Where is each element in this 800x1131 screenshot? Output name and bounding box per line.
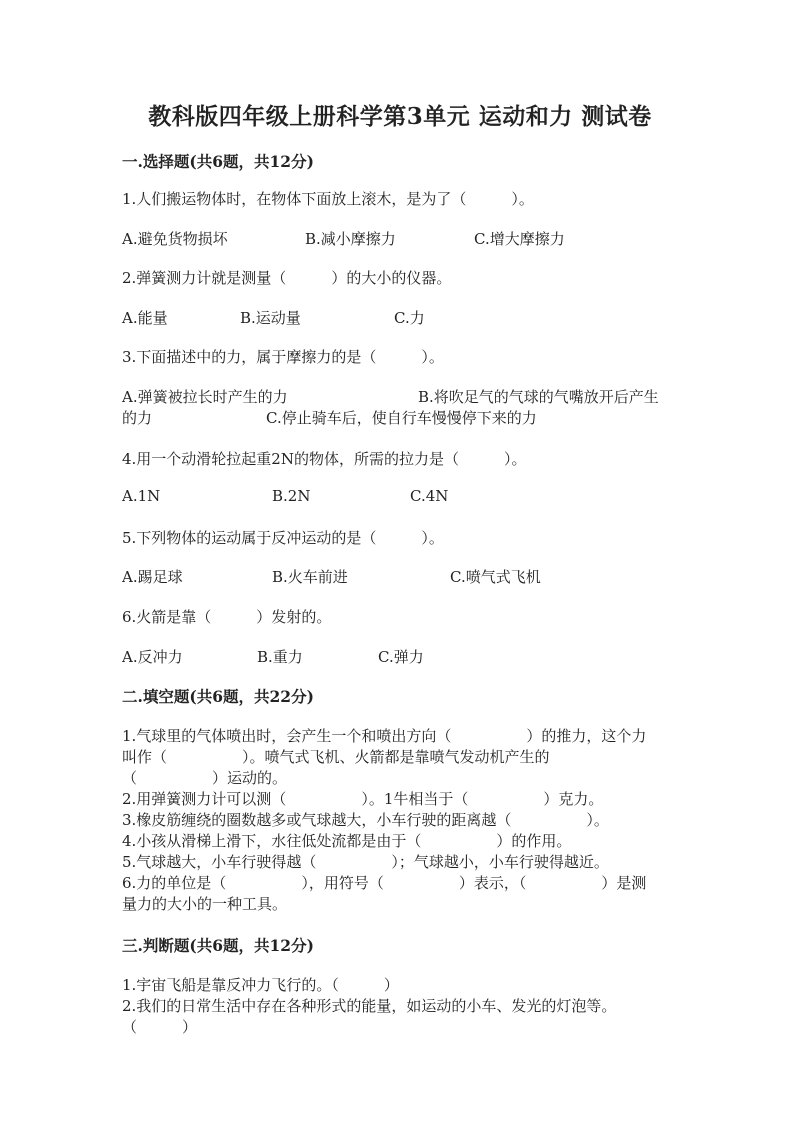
question-text: 3.下面描述中的力，属于摩擦力的是（ ）。	[122, 348, 444, 366]
option-b: B.减小摩擦力	[305, 230, 396, 248]
option-a: A.反冲力	[122, 648, 183, 666]
question-text: 6.火箭是靠（ ）发射的。	[122, 608, 332, 626]
option-a: A.1N	[122, 487, 161, 505]
fill-line: 1.气球里的气体喷出时，会产生一个和喷出方向（ ）的推力，这个力	[122, 727, 647, 745]
fill-line: 5.气球越大，小车行驶得越（ ）；气球越小，小车行驶得越近。	[122, 853, 609, 871]
option-b: B.将吹足气的气球的气嘴放开后产生	[418, 388, 659, 406]
judge-line: 2.我们的日常生活中存在各种形式的能量，如运动的小车、发光的灯泡等。	[122, 997, 617, 1015]
option-a: A.踢足球	[122, 568, 183, 586]
judge-line: （ ）	[122, 1018, 198, 1036]
question-text: 1.人们搬运物体时，在物体下面放上滚木，是为了（ ）。	[122, 190, 534, 208]
section-heading-judge: 三.判断题(共6题，共12分)	[122, 936, 314, 955]
judge-line: 1.宇宙飞船是靠反冲力飞行的。（ ）	[122, 976, 399, 994]
fill-line: 6.力的单位是（ ），用符号（ ）表示，（ ）是测	[122, 874, 647, 892]
fill-line: 2.用弹簧测力计可以测（ ）。1牛相当于（ ）克力。	[122, 790, 604, 808]
option-b-continued: 的力	[122, 409, 153, 427]
option-a: A.避免货物损坏	[122, 230, 228, 248]
option-c: C.4N	[410, 487, 449, 505]
question-text: 5.下列物体的运动属于反冲运动的是（ ）。	[122, 529, 444, 547]
fill-line: 3.橡皮筋缠绕的圈数越多或气球越大，小车行驶的距离越（ ）。	[122, 811, 609, 829]
fill-line: 4.小孩从滑梯上滑下，水往低处流都是由于（ ）的作用。	[122, 832, 572, 850]
option-b: B.运动量	[240, 309, 301, 327]
page-title: 教科版四年级上册科学第3单元 运动和力 测试卷	[148, 103, 652, 130]
option-c: C.弹力	[378, 648, 424, 666]
option-c: C.停止骑车后，使自行车慢慢停下来的力	[266, 409, 537, 427]
option-b: B.火车前进	[272, 568, 348, 586]
fill-line: 量力的大小的一种工具。	[122, 895, 288, 913]
fill-line: 叫作（ ）。喷气式飞机、火箭都是靠喷气发动机产生的	[122, 748, 550, 766]
option-b: B.重力	[257, 648, 303, 666]
option-b: B.2N	[272, 487, 311, 505]
section-heading-fill: 二.填空题(共6题，共22分)	[122, 687, 314, 706]
option-a: A.弹簧被拉长时产生的力	[122, 388, 288, 406]
fill-line: （ ）运动的。	[122, 769, 288, 787]
option-c: C.增大摩擦力	[474, 230, 565, 248]
question-text: 2.弹簧测力计就是测量（ ）的大小的仪器。	[122, 269, 452, 287]
option-a: A.能量	[122, 309, 168, 327]
section-heading-choice: 一.选择题(共6题，共12分)	[122, 152, 314, 171]
question-text: 4.用一个动滑轮拉起重2N的物体，所需的拉力是（ ）。	[122, 450, 527, 468]
option-c: C.喷气式飞机	[450, 568, 541, 586]
option-c: C.力	[394, 309, 425, 327]
